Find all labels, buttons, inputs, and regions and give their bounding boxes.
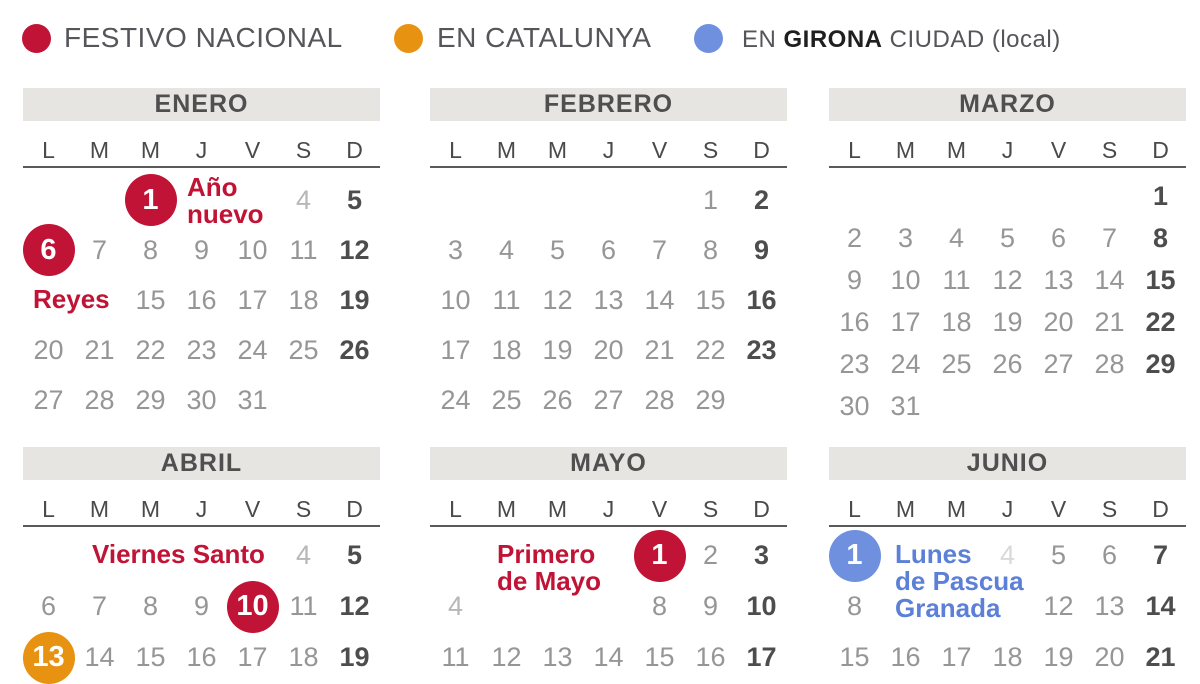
legend-label-catalunya: EN CATALUNYA — [437, 22, 652, 53]
day-cell: 13 — [1043, 264, 1074, 295]
holiday-label-line: Primero — [497, 539, 596, 569]
day-cell: 1 — [702, 184, 719, 215]
day-cell: 3 — [753, 540, 770, 570]
weekday-letter: L — [848, 137, 861, 163]
empty-cell — [634, 175, 685, 225]
holiday-label-line: nuevo — [187, 199, 264, 229]
day-cell: 6 — [600, 234, 617, 265]
day-cell: 7 — [91, 591, 108, 621]
holiday-label — [33, 286, 110, 313]
day-cell: 14 — [84, 642, 115, 672]
holiday-label — [895, 541, 1024, 622]
weekday-letter: L — [449, 496, 462, 522]
day-cell: 17 — [237, 284, 268, 315]
day-cell: 6 — [40, 591, 57, 621]
empty-cell — [532, 175, 583, 225]
day-cell: 16 — [186, 284, 217, 315]
day-cell: 18 — [288, 284, 319, 315]
day-cell: 12 — [491, 642, 522, 672]
day-cell: 9 — [193, 591, 210, 621]
empty-cell — [329, 375, 380, 425]
day-cell: 15 — [1145, 264, 1176, 295]
holiday-label-line: Reyes — [33, 284, 110, 314]
weekday-letter: J — [195, 137, 208, 163]
weekday-letter: V — [244, 496, 261, 522]
day-cell: 17 — [890, 306, 921, 337]
day-cell: 27 — [33, 384, 64, 415]
day-cell — [829, 530, 880, 581]
day-cell: 8 — [702, 234, 719, 265]
day-cell: 29 — [1145, 348, 1176, 379]
weekday-header — [430, 494, 787, 527]
empty-cell — [982, 175, 1033, 217]
weekday-letter: S — [702, 137, 719, 163]
day-cell: 15 — [839, 642, 870, 672]
holiday-circle-catalunya: 13 — [23, 632, 75, 684]
day-cell: 24 — [237, 334, 268, 365]
day-cell: 4 — [295, 184, 312, 215]
month-title: FEBRERO — [430, 88, 787, 121]
day-cell — [23, 632, 74, 683]
day-cell: 9 — [846, 264, 863, 295]
day-cell: 7 — [91, 234, 108, 265]
day-cell: 26 — [339, 334, 370, 365]
legend-girona-city: GIRONA — [783, 26, 883, 53]
month-febrero — [430, 88, 787, 415]
day-cell: 17 — [440, 334, 471, 365]
holiday-label-line: Viernes Santo — [92, 539, 265, 569]
day-cell: 12 — [339, 591, 370, 621]
day-cell: 19 — [339, 642, 370, 672]
empty-cell — [1033, 385, 1084, 427]
weekday-letter: M — [895, 137, 916, 163]
weekday-letter: M — [547, 496, 568, 522]
weekday-letter: J — [602, 496, 615, 522]
day-cell: 5 — [549, 234, 566, 265]
weekday-letter: S — [702, 496, 719, 522]
day-cell: 26 — [542, 384, 573, 415]
weekday-letter: D — [346, 496, 363, 522]
day-cell: 12 — [339, 234, 370, 265]
day-cell: 27 — [1043, 348, 1074, 379]
day-cell: 18 — [288, 642, 319, 672]
month-junio — [829, 447, 1186, 672]
day-cell: 31 — [890, 390, 921, 421]
day-cell: 18 — [491, 334, 522, 365]
month-enero — [23, 88, 380, 415]
day-cell: 28 — [644, 384, 675, 415]
day-cell: 11 — [289, 591, 318, 621]
month-title: ENERO — [23, 88, 380, 121]
month-abril — [23, 447, 380, 673]
day-cell: 16 — [186, 642, 217, 672]
weekday-letter: D — [1152, 496, 1169, 522]
day-cell: 4 — [498, 234, 515, 265]
day-cell: 20 — [1094, 642, 1125, 672]
day-cell: 3 — [897, 222, 914, 253]
day-cell: 16 — [746, 284, 777, 315]
day-cell: 28 — [84, 384, 115, 415]
weekday-letter: J — [1001, 137, 1014, 163]
day-cell: 4 — [295, 540, 312, 570]
holiday-label-line: Granada — [895, 593, 1001, 623]
catalunya-holiday-dot-icon — [394, 24, 423, 53]
day-cell: 31 — [237, 384, 268, 415]
weekday-letter: M — [946, 137, 967, 163]
empty-cell — [481, 175, 532, 225]
day-cell: 2 — [846, 222, 863, 253]
day-cell: 8 — [846, 591, 863, 621]
weekday-letter: V — [244, 137, 261, 163]
empty-cell — [430, 530, 481, 581]
month-title: MAYO — [430, 447, 787, 480]
holiday-circle-national: 6 — [23, 224, 75, 276]
weekday-letter: D — [1152, 137, 1169, 163]
day-cell: 14 — [593, 642, 624, 672]
day-cell — [634, 530, 685, 581]
weekday-letter: J — [1001, 496, 1014, 522]
day-cell: 21 — [1094, 306, 1125, 337]
day-cell: 13 — [542, 642, 573, 672]
day-cell: 22 — [135, 334, 166, 365]
day-cell: 3 — [447, 234, 464, 265]
legend-label-national: FESTIVO NACIONAL — [64, 22, 343, 53]
month-mayo — [430, 447, 787, 672]
holiday-label-line: de Mayo — [497, 566, 602, 596]
weekday-letter: J — [195, 496, 208, 522]
empty-cell — [430, 175, 481, 225]
empty-cell — [829, 175, 880, 217]
weekday-letter: D — [346, 137, 363, 163]
day-cell: 21 — [1145, 642, 1176, 672]
legend-girona-prefix: EN — [742, 26, 784, 53]
day-cell: 26 — [992, 348, 1023, 379]
day-cell: 6 — [1050, 222, 1067, 253]
day-cell: 17 — [746, 642, 777, 672]
weekday-letter: V — [1050, 496, 1067, 522]
day-cell: 2 — [702, 540, 719, 570]
day-cell: 1 — [1152, 180, 1169, 211]
day-cell: 11 — [942, 264, 971, 295]
day-cell: 15 — [135, 284, 166, 315]
day-cell: 15 — [135, 642, 166, 672]
day-cell: 5 — [346, 540, 363, 570]
empty-cell — [278, 375, 329, 425]
weekday-letter: M — [140, 137, 161, 163]
day-cell: 23 — [839, 348, 870, 379]
holiday-circle-national: 1 — [125, 174, 177, 226]
day-cell: 2 — [753, 184, 770, 215]
day-cell: 10 — [440, 284, 471, 315]
weekday-letter: M — [895, 496, 916, 522]
empty-cell — [23, 530, 74, 581]
legend-label-girona — [742, 26, 1061, 54]
day-cell: 21 — [84, 334, 115, 365]
day-cell: 29 — [695, 384, 726, 415]
day-cell: 13 — [1094, 591, 1125, 621]
day-cell: 4 — [999, 540, 1016, 570]
day-cell — [23, 225, 74, 275]
day-cell: 7 — [1101, 222, 1118, 253]
day-cell: 4 — [948, 222, 965, 253]
weekday-header — [829, 135, 1186, 168]
day-cell: 14 — [644, 284, 675, 315]
weekday-letter: M — [140, 496, 161, 522]
holiday-label-line: de Pascua — [895, 566, 1024, 596]
day-cell: 25 — [491, 384, 522, 415]
day-cell: 5 — [1050, 540, 1067, 570]
weekday-letter: M — [547, 137, 568, 163]
day-cell: 9 — [193, 234, 210, 265]
day-cell: 20 — [33, 334, 64, 365]
day-cell: 5 — [346, 184, 363, 215]
day-cell: 16 — [890, 642, 921, 672]
weekday-letter: L — [848, 496, 861, 522]
day-cell: 20 — [1043, 306, 1074, 337]
day-cell: 12 — [992, 264, 1023, 295]
weekday-letter: S — [1101, 137, 1118, 163]
day-cell — [125, 175, 176, 225]
day-cell: 19 — [542, 334, 573, 365]
weekday-letter: J — [602, 137, 615, 163]
day-cell: 8 — [142, 591, 159, 621]
month-title: JUNIO — [829, 447, 1186, 480]
weekday-header — [23, 494, 380, 527]
day-cell — [227, 581, 278, 632]
weekday-header — [430, 135, 787, 168]
weekday-letter: M — [496, 137, 517, 163]
day-cell: 20 — [593, 334, 624, 365]
weekday-letter: D — [753, 496, 770, 522]
day-cell: 11 — [441, 642, 470, 672]
day-cell: 16 — [695, 642, 726, 672]
day-cell: 19 — [1043, 642, 1074, 672]
day-cell: 17 — [941, 642, 972, 672]
day-cell: 23 — [186, 334, 217, 365]
empty-cell — [1084, 385, 1135, 427]
weekday-letter: M — [89, 496, 110, 522]
weekday-letter: V — [651, 496, 668, 522]
day-cell: 8 — [1152, 222, 1169, 253]
weekday-letter: M — [496, 496, 517, 522]
national-holiday-dot-icon — [22, 24, 51, 53]
month-title: ABRIL — [23, 447, 380, 480]
day-cell: 21 — [644, 334, 675, 365]
day-cell: 17 — [237, 642, 268, 672]
day-cell: 24 — [890, 348, 921, 379]
empty-cell — [583, 175, 634, 225]
empty-cell — [931, 385, 982, 427]
day-cell: 14 — [1145, 591, 1176, 621]
weekday-letter: L — [42, 496, 55, 522]
day-cell: 19 — [339, 284, 370, 315]
day-grid — [430, 175, 787, 425]
day-cell: 24 — [440, 384, 471, 415]
day-cell: 4 — [447, 591, 464, 621]
weekday-letter: V — [651, 137, 668, 163]
day-cell: 10 — [890, 264, 921, 295]
day-cell: 16 — [839, 306, 870, 337]
weekday-letter: V — [1050, 137, 1067, 163]
day-cell: 10 — [746, 591, 777, 621]
girona-holiday-dot-icon — [694, 24, 723, 53]
holiday-label — [187, 174, 264, 228]
month-title: MARZO — [829, 88, 1186, 121]
weekday-letter: L — [42, 137, 55, 163]
day-cell: 23 — [746, 334, 777, 365]
weekday-header — [829, 494, 1186, 527]
day-cell: 7 — [651, 234, 668, 265]
day-cell: 5 — [999, 222, 1016, 253]
empty-cell — [74, 175, 125, 225]
day-grid — [829, 175, 1186, 427]
day-cell: 9 — [753, 234, 770, 265]
legend — [0, 0, 1200, 70]
day-cell: 10 — [237, 234, 268, 265]
day-cell: 15 — [644, 642, 675, 672]
day-cell: 15 — [695, 284, 726, 315]
holiday-circle-girona: 1 — [829, 530, 881, 582]
month-marzo — [829, 88, 1186, 421]
empty-cell — [736, 375, 787, 425]
legend-girona-suffix: CIUDAD (local) — [882, 26, 1061, 53]
day-cell: 22 — [1145, 306, 1176, 337]
day-cell: 14 — [1094, 264, 1125, 295]
day-cell: 18 — [941, 306, 972, 337]
empty-cell — [23, 175, 74, 225]
day-cell: 29 — [135, 384, 166, 415]
holiday-label-line: Año — [187, 172, 238, 202]
day-cell: 25 — [288, 334, 319, 365]
weekday-letter: S — [295, 496, 312, 522]
weekday-letter: M — [89, 137, 110, 163]
weekday-header — [23, 135, 380, 168]
weekday-letter: L — [449, 137, 462, 163]
empty-cell — [1084, 175, 1135, 217]
day-cell: 30 — [186, 384, 217, 415]
empty-cell — [880, 175, 931, 217]
empty-cell — [982, 385, 1033, 427]
day-cell: 30 — [839, 390, 870, 421]
day-cell: 25 — [941, 348, 972, 379]
day-cell: 11 — [289, 234, 318, 265]
day-cell: 27 — [593, 384, 624, 415]
holiday-circle-national: 1 — [634, 530, 686, 582]
holiday-circle-national: 10 — [227, 581, 279, 633]
day-cell: 8 — [142, 234, 159, 265]
day-cell: 7 — [1152, 540, 1169, 570]
day-cell: 28 — [1094, 348, 1125, 379]
weekday-letter: M — [946, 496, 967, 522]
day-cell: 8 — [651, 591, 668, 621]
day-cell: 19 — [992, 306, 1023, 337]
day-grid — [430, 530, 787, 683]
weekday-letter: D — [753, 137, 770, 163]
day-cell: 18 — [992, 642, 1023, 672]
day-cell: 22 — [695, 334, 726, 365]
day-cell: 9 — [702, 591, 719, 621]
weekday-letter: S — [1101, 496, 1118, 522]
weekday-letter: S — [295, 137, 312, 163]
day-cell: 11 — [492, 284, 521, 315]
day-cell: 12 — [542, 284, 573, 315]
day-cell: 6 — [1101, 540, 1118, 570]
day-cell: 12 — [1043, 591, 1074, 621]
day-cell: 13 — [593, 284, 624, 315]
empty-cell — [931, 175, 982, 217]
holiday-label-line: Lunes — [895, 539, 972, 569]
holiday-label — [497, 541, 601, 595]
empty-cell — [1033, 175, 1084, 217]
empty-cell — [1135, 385, 1186, 427]
holiday-label — [92, 541, 265, 568]
